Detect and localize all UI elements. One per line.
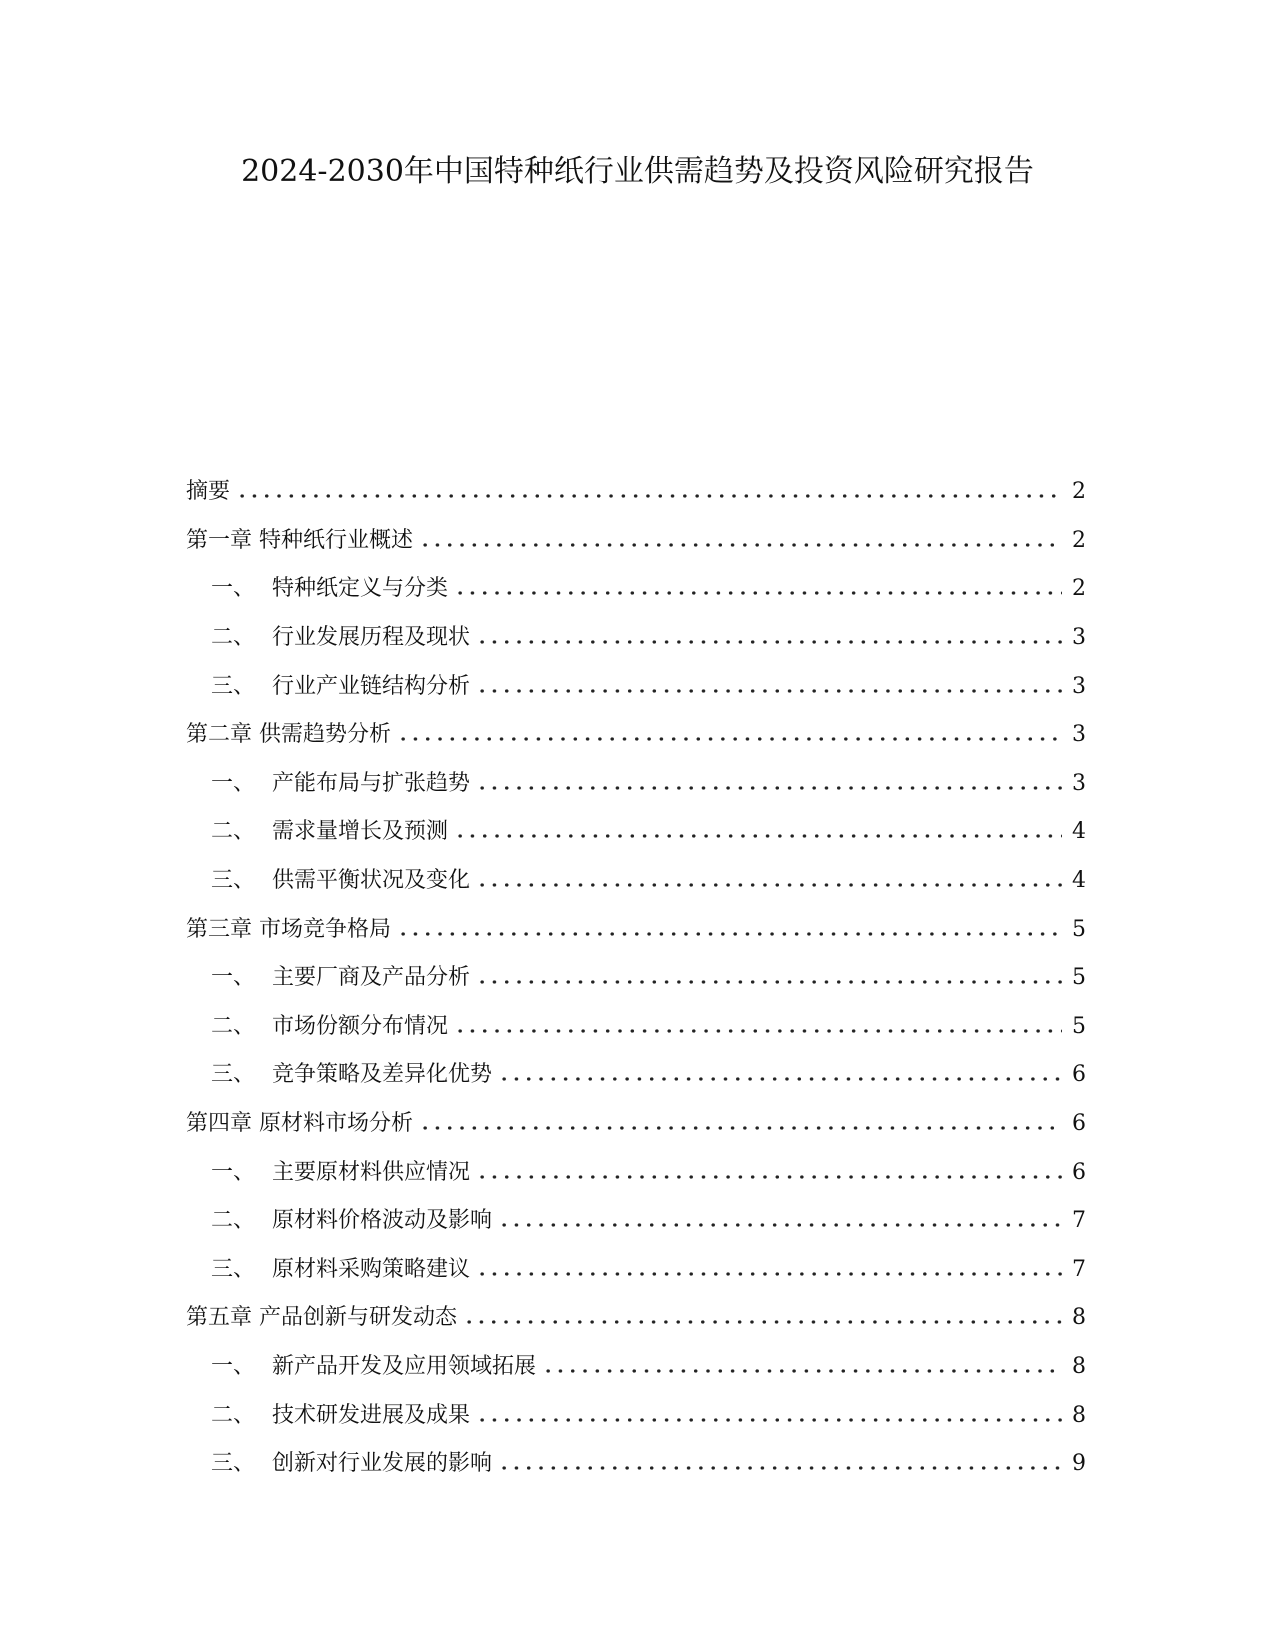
toc-dot-leader [454, 591, 1062, 595]
toc-entry-label: 行业产业链结构分析 [272, 673, 471, 699]
toc-page-number: 4 [1072, 868, 1086, 894]
toc-entry-number: 三、 [211, 1256, 256, 1282]
toc-chapter-entry[interactable] [186, 905, 1086, 954]
toc-entry-label: 新产品开发及应用领域拓展 [272, 1353, 537, 1379]
toc-section-entry[interactable] [186, 857, 1086, 906]
toc-entry-number: 一、 [211, 770, 256, 796]
toc-section-entry[interactable] [186, 1051, 1086, 1100]
toc-dot-leader [454, 1029, 1062, 1033]
toc-entry-label: 行业发展历程及现状 [272, 625, 471, 651]
toc-dot-leader [419, 1126, 1062, 1130]
toc-entry-label: 供需平衡状况及变化 [272, 868, 471, 894]
toc-page-number: 5 [1072, 1013, 1086, 1039]
toc-entry-label: 创新对行业发展的影响 [272, 1451, 493, 1477]
toc-page-number: 3 [1072, 722, 1086, 748]
toc-entry-number: 二、 [211, 625, 256, 651]
toc-dot-leader [476, 1418, 1062, 1422]
toc-entry-label: 第五章 产品创新与研发动态 [186, 1305, 457, 1331]
toc-section-entry[interactable] [186, 808, 1086, 857]
toc-chapter-entry[interactable] [186, 468, 1086, 517]
toc-dot-leader [476, 640, 1062, 644]
toc-section-entry[interactable] [186, 1246, 1086, 1295]
toc-dot-leader [498, 1077, 1062, 1081]
toc-entry-number: 一、 [211, 1159, 256, 1185]
toc-dot-leader [476, 1175, 1062, 1179]
toc-chapter-entry[interactable] [186, 1294, 1086, 1343]
toc-entry-number: 三、 [211, 1451, 256, 1477]
toc-entry-label: 需求量增长及预测 [272, 819, 449, 845]
toc-dot-leader [476, 883, 1062, 887]
toc-chapter-entry[interactable] [186, 1100, 1086, 1149]
toc-section-entry[interactable] [186, 1148, 1086, 1197]
table-of-contents [186, 468, 1086, 1488]
toc-dot-leader [542, 1369, 1062, 1373]
toc-entry-label: 主要厂商及产品分析 [272, 965, 471, 991]
toc-page-number: 5 [1072, 916, 1086, 942]
toc-page-number: 3 [1072, 770, 1086, 796]
toc-page-number: 8 [1072, 1305, 1086, 1331]
toc-page-number: 6 [1072, 1111, 1086, 1137]
toc-dot-leader [397, 932, 1062, 936]
toc-page-number: 3 [1072, 625, 1086, 651]
toc-dot-leader [476, 1272, 1062, 1276]
toc-section-entry[interactable] [186, 1343, 1086, 1392]
toc-page-number: 6 [1072, 1062, 1086, 1088]
toc-entry-number: 二、 [211, 1208, 256, 1234]
toc-dot-leader [476, 689, 1062, 693]
toc-dot-leader [463, 1320, 1062, 1324]
toc-entry-label: 第四章 原材料市场分析 [186, 1111, 413, 1137]
toc-page-number: 9 [1072, 1451, 1086, 1477]
toc-entry-label: 第二章 供需趋势分析 [186, 722, 391, 748]
toc-entry-number: 三、 [211, 1062, 256, 1088]
toc-page-number: 4 [1072, 819, 1086, 845]
toc-section-entry[interactable] [186, 954, 1086, 1003]
toc-page-number: 2 [1072, 527, 1086, 553]
toc-entry-number: 二、 [211, 819, 256, 845]
toc-entry-number: 二、 [211, 1402, 256, 1428]
toc-section-entry[interactable] [186, 1197, 1086, 1246]
toc-page-number: 8 [1072, 1353, 1086, 1379]
toc-chapter-entry[interactable] [186, 517, 1086, 566]
toc-dot-leader [236, 494, 1062, 498]
toc-section-entry[interactable] [186, 565, 1086, 614]
toc-entry-label: 竞争策略及差异化优势 [272, 1062, 493, 1088]
toc-section-entry[interactable] [186, 1440, 1086, 1489]
toc-page-number: 6 [1072, 1159, 1086, 1185]
toc-entry-label: 产能布局与扩张趋势 [272, 770, 471, 796]
toc-entry-number: 三、 [211, 673, 256, 699]
toc-page-number: 5 [1072, 965, 1086, 991]
toc-entry-label: 主要原材料供应情况 [272, 1159, 471, 1185]
toc-dot-leader [498, 1466, 1062, 1470]
toc-chapter-entry[interactable] [186, 711, 1086, 760]
toc-dot-leader [397, 737, 1062, 741]
toc-entry-label: 特种纸定义与分类 [272, 576, 449, 602]
toc-entry-label: 摘要 [186, 479, 231, 505]
toc-page-number: 3 [1072, 673, 1086, 699]
toc-page-number: 7 [1072, 1208, 1086, 1234]
toc-entry-number: 二、 [211, 1013, 256, 1039]
toc-entry-label: 第三章 市场竞争格局 [186, 916, 391, 942]
toc-entry-number: 三、 [211, 868, 256, 894]
toc-section-entry[interactable] [186, 662, 1086, 711]
toc-page-number: 2 [1072, 479, 1086, 505]
toc-entry-label: 原材料价格波动及影响 [272, 1208, 493, 1234]
toc-dot-leader [476, 980, 1062, 984]
toc-dot-leader [454, 834, 1062, 838]
toc-dot-leader [498, 1223, 1062, 1227]
toc-dot-leader [419, 543, 1062, 547]
toc-dot-leader [476, 786, 1062, 790]
toc-section-entry[interactable] [186, 1391, 1086, 1440]
toc-entry-label: 技术研发进展及成果 [272, 1402, 471, 1428]
toc-section-entry[interactable] [186, 1003, 1086, 1052]
toc-entry-label: 第一章 特种纸行业概述 [186, 527, 413, 553]
toc-entry-number: 一、 [211, 576, 256, 602]
toc-section-entry[interactable] [186, 760, 1086, 809]
document-title: 2024-2030年中国特种纸行业供需趋势及投资风险研究报告 [241, 154, 1034, 189]
toc-page-number: 8 [1072, 1402, 1086, 1428]
toc-entry-label: 原材料采购策略建议 [272, 1256, 471, 1282]
toc-page-number: 2 [1072, 576, 1086, 602]
toc-entry-number: 一、 [211, 965, 256, 991]
toc-page-number: 7 [1072, 1256, 1086, 1282]
toc-entry-label: 市场份额分布情况 [272, 1013, 449, 1039]
toc-entry-number: 一、 [211, 1353, 256, 1379]
toc-section-entry[interactable] [186, 614, 1086, 663]
